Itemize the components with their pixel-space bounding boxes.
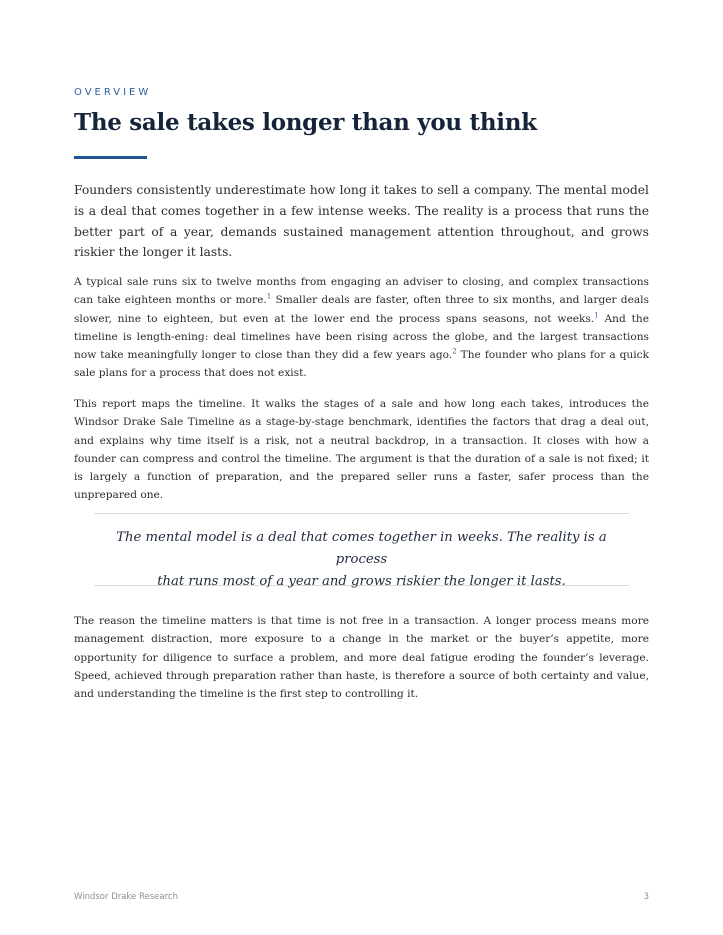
footer-publisher: Windsor Drake Research	[74, 892, 178, 902]
para1-text-d: The founder who plans for a quick sale plans for a process that does not exist.	[74, 349, 649, 380]
pull-quote-line-1: The mental model is a deal that comes together in weeks. The reality is a process	[116, 530, 607, 567]
lead-paragraph: Founders consistently underestimate how long it takes to sell a company. The mental model is a deal that comes together in a few intense weeks. The reality is a process that runs the better part of a year, demands sustained management attention throughout, and grows riskier the longer it lasts.	[74, 183, 649, 260]
footnote-ref-2[interactable]: 1	[594, 311, 599, 320]
body-paragraph-3: The reason the timeline matters is that time is not free in a transaction. A longer process means more management distraction, more exposure to a change in the market or the buyer’s appetite, more opportunity for diligence to surface a problem, and more deal fatigue eroding the founder’s leverage. Speed, achieved through preparation rather than haste, is therefore a source of both certainty and value, and understanding the timeline is the first step to controlling it.	[74, 615, 649, 701]
pull-quote-line-2: that runs most of a year and grows riskier the longer it lasts.	[157, 574, 566, 589]
para1-text-c: And the timeline is length-ening: deal timelines have been rising across the globe, and the largest transactions now take meaningfully longer to close than they did a few years ago.	[74, 312, 649, 362]
body-paragraph-1	[74, 273, 649, 383]
footnote-ref-1[interactable]: 1	[266, 292, 272, 301]
para1-text-a: A typical sale runs six to twelve months from engaging an adviser to closing, and complex transactions can take eighteen months or more.	[74, 276, 649, 307]
footnote-ref-3[interactable]: 2	[452, 347, 457, 356]
section-eyebrow: OVERVIEW	[74, 87, 152, 98]
para1-text-b: Smaller deals are faster, often three to six months, and larger deals slower, nine to eighteen, but even at the lower end the process spans seasons, not weeks.	[74, 294, 649, 325]
body-paragraph-2: This report maps the timeline. It walks the stages of a sale and how long each takes, introduces the Windsor Drake Sale Timeline as a stage-by-stage benchmark, identifies the factors that drag a deal out, and explains why time itself is a risk, not a neutral backdrop, in a transaction. It closes with how a founder can compress and control the timeline. The argument is that the duration of a sale is not fixed; it is largely a function of preparation, and the prepared seller runs a faster, safer process than the unprepared one.	[74, 398, 649, 502]
pull-quote-text	[94, 514, 629, 593]
page-title: The sale takes longer than you think	[74, 109, 537, 136]
footer-page-number: 3	[643, 892, 649, 902]
title-accent-rule	[74, 156, 147, 159]
pull-quote	[94, 513, 629, 589]
